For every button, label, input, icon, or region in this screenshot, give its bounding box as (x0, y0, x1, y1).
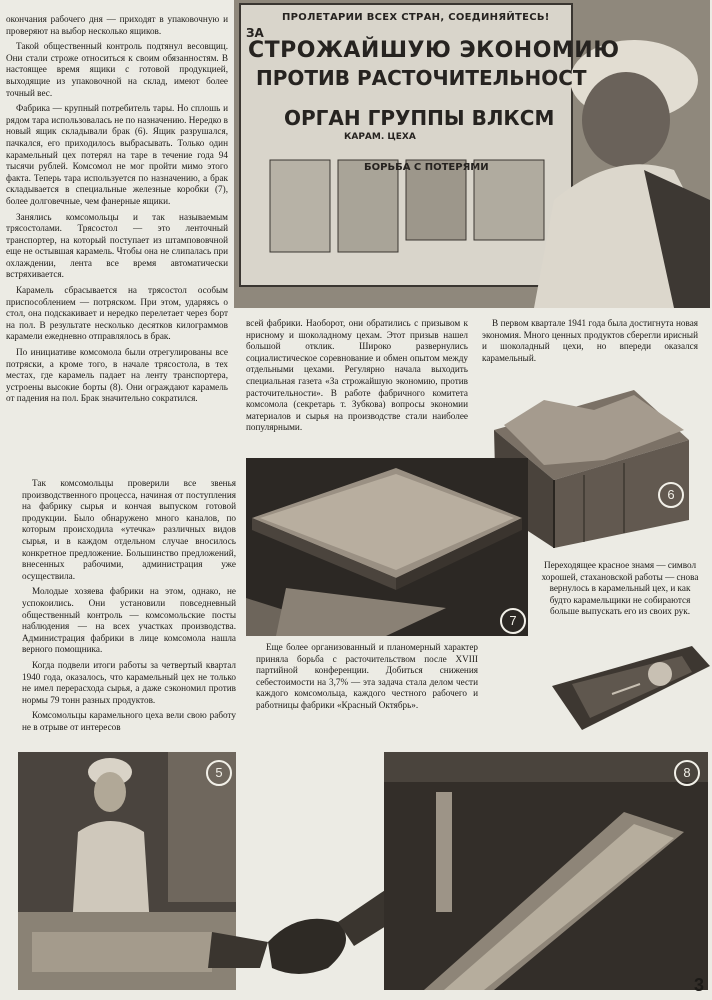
article-column-2-bottom (256, 642, 478, 716)
paragraph: В первом квартале 1941 года была достигнута новая экономия. Много ценных продуктов сберегли ирисный и шоколадный цехи, но впереди оказался карамельный. (482, 318, 698, 363)
poster-headline-2: ПРОТИВ РАСТОЧИТЕЛЬНОСТ (256, 66, 587, 90)
paragraph: Комсомольцы карамельного цеха вели свою работу не в отрыве от интересов (22, 710, 236, 732)
article-column-2-top (246, 318, 468, 438)
tray-graphic (246, 458, 528, 636)
poster-organ: ОРГАН ГРУППЫ ВЛКСМ (284, 106, 555, 130)
photo-7-number: 7 (500, 608, 526, 634)
article-column-1-bottom (22, 478, 236, 737)
page-number: 3 (693, 975, 704, 995)
paragraph: Карамель сбрасывается на трясостол особым приспособлением — потряском. При этом, ударяясь о стол, она подскакивает и нередко перелетает через борт на пол. В результате несколько десятков килограммов карамели ежедневно отправлялось в брак. (6, 285, 228, 342)
paragraph: Так комсомольцы проверили все звенья производственного процесса, начиная от поступления на фабрику сырья и кончая выпуском готовой продукции. Было обнаружено много каналов, по которым происходила «утечка» различных видов сырья, и в каждом отдельном случае вносилось конкретное предложение. Большинство предложений, внесенных рабочими, администрация уже осуществила. (22, 478, 236, 581)
article-column-3-top (482, 318, 698, 368)
wrapped-candy-icon (208, 872, 402, 990)
photo-8-conveyor (384, 752, 708, 990)
paragraph: Когда подвели итоги работы за четвертый квартал 1940 года, оказалось, что карамельный цех не только не имел перерасхода сырья, а даже сэкономил против нормы 79 тонн разных продуктов. (22, 659, 236, 705)
photo-5-number: 5 (206, 760, 232, 786)
paragraph: Молодые хозяева фабрики на этом, однако, не успокоились. Они установили повседневный общественный контроль — комсомольские посты наблюдения — на всех участках производства. Администрация фабрики в лице комсомола нашла верного помощника. (22, 586, 236, 655)
paragraph: Еще более организованный и планомерный характер приняла борьба с расточительством после XVIII партийной конференции. Добиться снижения себестоимости на 3,7% — эта задача стала делом чести каждого комсомольца, каждого честного рабочего и работницы фабрики «Красный Октябрь». (256, 642, 478, 710)
poster-section-title: БОРЬБА С ПОТЕРЯМИ (364, 162, 489, 173)
photo-caption: Переходящее красное знамя — символ хорошей, стахановской работы — снова вернулось в карамельный цех, и как будто карамельщики не собираются больше выпускать его из своих рук. (541, 560, 699, 617)
photo-5-worker (18, 752, 236, 990)
poster-za: ЗА (246, 26, 264, 40)
poster-photo (234, 0, 710, 308)
paragraph: Такой общественный контроль подтянул весовщиц. Они стали строже относиться к своим обязанностям. В настоящее время ящики с готовой продукцией, выходящие из упаковочной на склад, имеют более точный вес. (6, 41, 228, 98)
poster-dept: КАРАМ. ЦЕХА (344, 132, 416, 142)
poster-headline-1: СТРОЖАЙШУЮ ЭКОНОМИЮ (248, 38, 620, 63)
candy-wrapper-graphic (542, 646, 712, 730)
photo-8-number: 8 (674, 760, 700, 786)
paragraph: окончания рабочего дня — приходят в упаковочную и проверяют на выбор несколько ящиков. (6, 14, 228, 36)
photo-7-tray (246, 458, 528, 636)
article-column-1-top (6, 14, 228, 409)
worker-graphic (18, 752, 236, 990)
photo-6-number: 6 (658, 482, 684, 508)
paragraph: Занялись комсомольцы и так называемым трясостолами. Трясостол — это ленточный транспортер, на который поступает из штампововчной еще не остывшая карамель. Чтобы она не слипалась при охлаждении, лента все время автоматически встряхивается. (6, 211, 228, 280)
wrapped-candy-graphic (208, 872, 402, 990)
paragraph: всей фабрики. Наоборот, они обратились с призывом к нрисному и шоколадному цехам. Этот призыв нашел большой отклик. Широко развернулись социалистическое соревнование и обмен опытом между отдельными цехами. Регулярно начала выходить специальная газета «За строжайшую экономию, против расточительности». В работе фабричного комитета комсомола (секретарь т. Зубкова) вопросы экономии материалов и сырья на производстве стали наиболее популярными. (246, 318, 468, 433)
candy-wrapper-icon (542, 646, 712, 730)
poster-slogan-top: ПРОЛЕТАРИИ ВСЕХ СТРАН, СОЕДИНЯЙТЕСЬ! (282, 12, 550, 23)
paragraph: По инициативе комсомола были отрегулированы все потряски, а кроме того, в начале трясостола, в тех местах, где карамель падает на ленту транспортера, устроены высокие борты (8). Они ограждают карамель от падения на пол. Брак значительно сократился. (6, 347, 228, 404)
paragraph: Фабрика — крупный потребитель тары. Но сплошь и рядом тара использовалась не по назначению. Нередко в новый ящик складывали брак (6). Ящик разрушался, пачкался, его приходилось выбрасывать. Только один карамельный цех потерял на таре в течение года 94 тысячи рублей. Комсомол не мог пройти мимо этого факта. Теперь тара используется по назначению, а брак складывается в специальные железные коробки (7), более долговечные, чем фанерные ящики. (6, 103, 228, 206)
conveyor-graphic (384, 752, 708, 990)
